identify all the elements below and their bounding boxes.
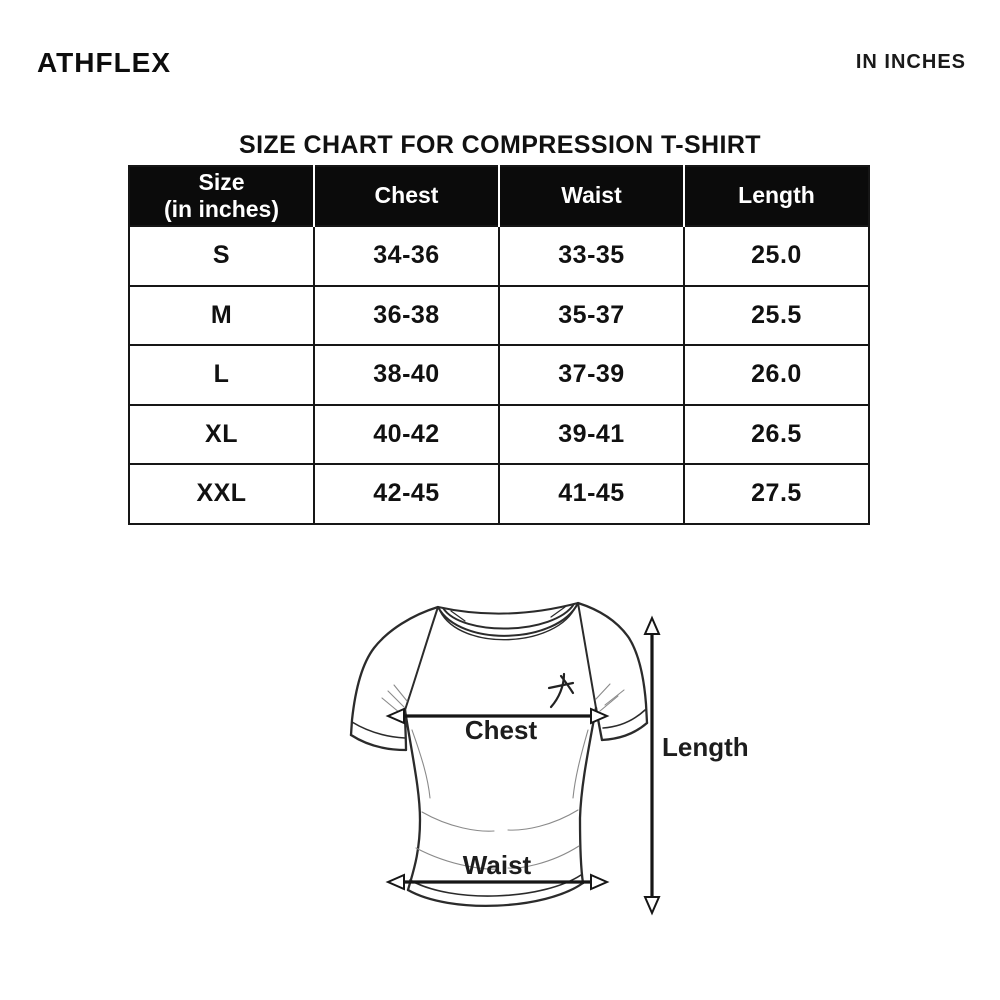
table-row-l: [129, 345, 869, 405]
cell-chest: 34-36: [314, 226, 499, 286]
measurement-diagram: [330, 580, 760, 960]
cell-chest: 36-38: [314, 286, 499, 346]
header-length: Length: [684, 166, 869, 226]
table-row-m: [129, 286, 869, 346]
length-measure-label: Length: [662, 732, 749, 762]
table-row-xl: [129, 405, 869, 465]
athflex-mark-icon: [549, 674, 573, 707]
header-size-line1: Size: [198, 168, 245, 195]
cell-waist: 33-35: [499, 226, 684, 286]
length-arrow: [645, 618, 659, 913]
header-chest: Chest: [314, 166, 499, 226]
header-size: [129, 166, 314, 226]
cell-waist: 39-41: [499, 405, 684, 465]
cell-waist: 37-39: [499, 345, 684, 405]
units-label: IN INCHES: [855, 51, 966, 73]
size-chart-table: [128, 165, 870, 525]
table-row-s: [129, 226, 869, 286]
right-sleeve: [578, 603, 647, 740]
cell-waist: 41-45: [499, 464, 684, 524]
brand-logo: ATHFLEX: [37, 47, 172, 78]
cell-size: M: [129, 286, 314, 346]
cell-size: S: [129, 226, 314, 286]
left-sleeve: [351, 607, 438, 750]
waist-measure-label: Waist: [462, 850, 532, 880]
cell-size: XL: [129, 405, 314, 465]
tshirt-illustration: [330, 580, 760, 960]
cell-length: 26.0: [684, 345, 869, 405]
table-row-xxl: [129, 464, 869, 524]
cell-length: 25.0: [684, 226, 869, 286]
cell-waist: 35-37: [499, 286, 684, 346]
cell-size: L: [129, 345, 314, 405]
page-title: SIZE CHART FOR COMPRESSION T-SHIRT: [239, 131, 761, 159]
cell-length: 26.5: [684, 405, 869, 465]
cell-length: 25.5: [684, 286, 869, 346]
collar: [438, 603, 578, 640]
cell-chest: 38-40: [314, 345, 499, 405]
chest-measure-label: Chest: [464, 715, 538, 745]
cell-chest: 40-42: [314, 405, 499, 465]
table-header-row: [129, 166, 869, 226]
cell-chest: 42-45: [314, 464, 499, 524]
cell-size: XXL: [129, 464, 314, 524]
header-waist: Waist: [499, 166, 684, 226]
cell-length: 27.5: [684, 464, 869, 524]
header-size-line2: (in inches): [163, 196, 279, 222]
